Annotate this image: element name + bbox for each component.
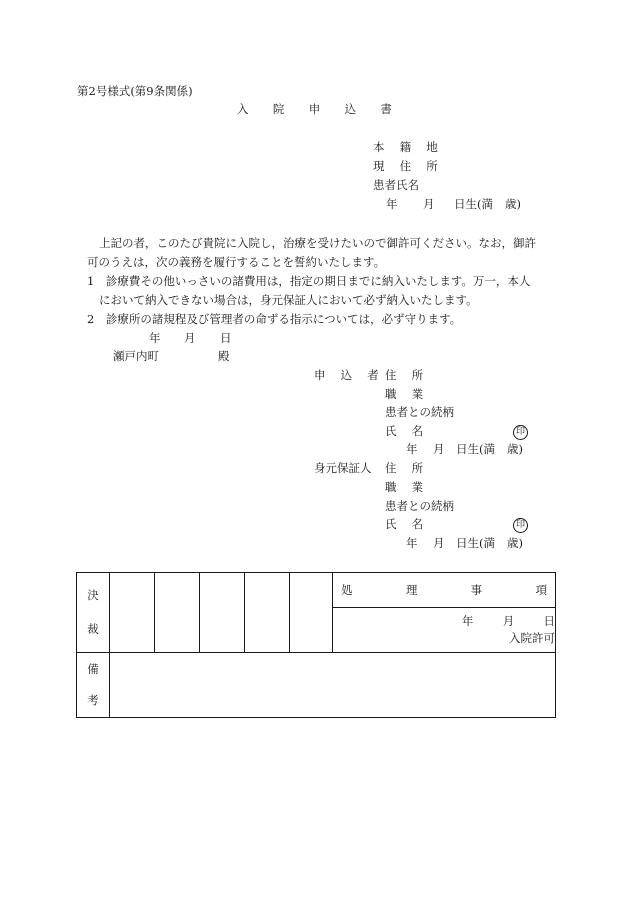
patient-birth-day: 日生(満	[454, 197, 493, 211]
permit-date-day: 日	[543, 614, 555, 629]
clause-1-line-1: 1 診療費その他いっさいの諸費用は，指定の期日までに納入いたします。万一，本人	[87, 274, 531, 288]
addressee-honorific: 殿	[218, 349, 230, 363]
date-day: 日	[220, 331, 232, 345]
intro-line-2: 可のうえは，次の義務を履行することを誓約いたします。	[87, 255, 386, 269]
applicant-label: 申 込 者	[314, 368, 385, 382]
approval-stamp-cell[interactable]	[110, 573, 155, 653]
guarantor-relation-label: 患者との続柄	[385, 499, 454, 513]
approval-stamp-cell[interactable]	[155, 573, 200, 653]
guarantor-address-label: 住 所	[385, 461, 429, 475]
applicant-address-label: 住 所	[385, 368, 429, 382]
applicant-seal-icon: 印	[513, 425, 528, 440]
guarantor-seal-icon: 印	[513, 518, 528, 533]
date-year: 年	[149, 331, 161, 345]
page-title: 入 院 申 込 書	[237, 102, 403, 116]
guarantor-label: 身元保証人	[314, 461, 372, 475]
kessai-label: 決 裁	[77, 573, 110, 653]
honseki-label: 本 籍 地	[373, 140, 444, 154]
guarantor-birth-month: 月	[433, 536, 445, 550]
permit-label: 入院許可	[509, 631, 555, 645]
applicant-relation-label: 患者との続柄	[385, 405, 454, 419]
biko-label: 備 考	[77, 653, 110, 718]
guarantor-occupation-label: 職 業	[385, 480, 429, 494]
shori-jiko-header: 処 理 事 項	[333, 573, 556, 608]
patient-birth-year: 年	[386, 197, 398, 211]
patient-address-label: 現 住 所	[373, 159, 444, 173]
applicant-birth-year: 年	[406, 442, 418, 456]
intro-line-1: 上記の者，このたび貴院に入院し，治療を受けたいので御許可ください。なお，御許	[99, 236, 536, 250]
form-number: 第2号様式(第9条関係)	[77, 84, 193, 98]
guarantor-age-suffix: 歳)	[507, 536, 523, 550]
decision-table	[76, 572, 556, 718]
patient-name-label: 患者氏名	[373, 178, 419, 192]
guarantor-birth-day: 日生(満	[456, 536, 495, 550]
applicant-name-label: 氏 名	[385, 424, 429, 438]
approval-stamp-cell[interactable]	[200, 573, 245, 653]
approval-stamp-cell[interactable]	[290, 573, 333, 653]
permit-date-year: 年	[461, 614, 474, 629]
approval-stamp-cell[interactable]	[245, 573, 290, 653]
applicant-age-suffix: 歳)	[507, 442, 523, 456]
remarks-cell[interactable]	[110, 653, 556, 718]
guarantor-name-label: 氏 名	[385, 517, 429, 531]
addressee-town: 瀬戸内町	[113, 349, 159, 363]
applicant-birth-month: 月	[433, 442, 445, 456]
applicant-occupation-label: 職 業	[385, 387, 429, 401]
clause-1-line-2: において納入できない場合は，身元保証人において必ず納入いたします。	[99, 293, 478, 307]
patient-birth-month: 月	[423, 197, 435, 211]
guarantor-birth-year: 年	[406, 536, 418, 550]
clause-2: 2 診療所の諸規程及び管理者の命ずる指示については，必ず守ります。	[87, 312, 462, 326]
date-month: 月	[184, 331, 196, 345]
patient-age-suffix: 歳)	[505, 197, 521, 211]
processing-cell	[333, 608, 556, 653]
applicant-birth-day: 日生(満	[456, 442, 495, 456]
permit-date-month: 月	[502, 614, 515, 629]
